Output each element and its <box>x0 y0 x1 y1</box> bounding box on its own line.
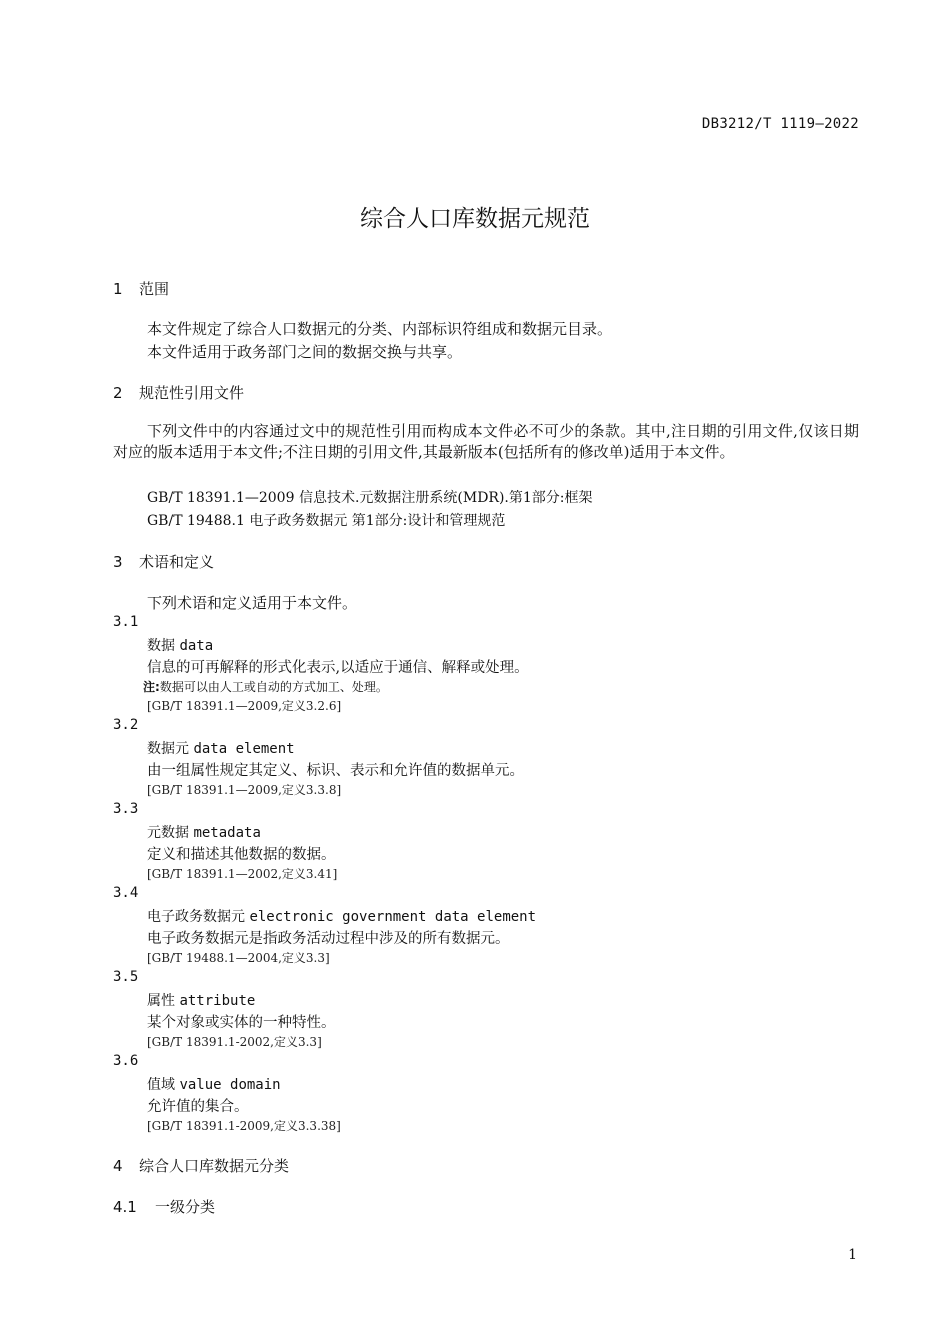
term-english: electronic government data element <box>249 909 537 925</box>
term-chinese: 数据元 <box>147 741 189 757</box>
section-number: 4.1 <box>113 1198 137 1216</box>
term-source: [GB/T 19488.1—2004,定义3.3] <box>147 951 330 965</box>
term-name <box>147 635 213 655</box>
term-number: 3.4 <box>113 885 139 901</box>
term-english: data element <box>193 741 295 757</box>
section-number: 1 <box>113 280 123 298</box>
term-number: 3.1 <box>113 614 139 630</box>
term-definition: 信息的可再解释的形式化表示,以适应于通信、解释或处理。 <box>147 660 529 676</box>
term-english: attribute <box>179 993 256 1009</box>
document-code: DB3212/T 1119—2022 <box>701 116 859 132</box>
term-name <box>147 906 536 926</box>
term-source: [GB/T 18391.1—2009,定义3.2.6] <box>147 699 342 713</box>
term-name <box>147 990 255 1010</box>
term-definition: 定义和描述其他数据的数据。 <box>147 847 336 863</box>
term-english: value domain <box>179 1077 281 1093</box>
section-number: 3 <box>113 553 123 571</box>
section-4-heading <box>113 1155 289 1176</box>
term-chinese: 元数据 <box>147 825 189 841</box>
normative-reference-2: GB/T 19488.1 电子政务数据元 第1部分:设计和管理规范 <box>147 513 506 529</box>
section-number: 4 <box>113 1157 123 1175</box>
term-number: 3.5 <box>113 969 139 985</box>
section-2-heading <box>113 382 244 403</box>
page-title: 综合人口库数据元规范 <box>360 206 590 232</box>
term-definition: 由一组属性规定其定义、标识、表示和允许值的数据单元。 <box>147 763 524 779</box>
section-4-1-heading <box>113 1196 215 1217</box>
term-name <box>147 738 295 758</box>
term-chinese: 数据 <box>147 638 175 654</box>
term-chinese: 值域 <box>147 1077 175 1093</box>
section-1-paragraph-2: 本文件适用于政务部门之间的数据交换与共享。 <box>147 343 463 361</box>
term-note <box>143 678 388 695</box>
section-title: 综合人口库数据元分类 <box>139 1157 290 1175</box>
section-3-heading <box>113 551 214 572</box>
term-name <box>147 822 261 842</box>
section-title: 术语和定义 <box>139 553 215 571</box>
term-source: [GB/T 18391.1-2009,定义3.3.38] <box>147 1119 341 1133</box>
normative-reference-1: GB/T 18391.1—2009 信息技术.元数据注册系统(MDR).第1部分:框架 <box>147 490 593 506</box>
term-source: [GB/T 18391.1—2009,定义3.3.8] <box>147 783 342 797</box>
term-definition: 电子政务数据元是指政务活动过程中涉及的所有数据元。 <box>147 931 510 947</box>
note-label: 注: <box>143 680 160 694</box>
term-number: 3.6 <box>113 1053 139 1069</box>
term-name <box>147 1074 281 1094</box>
section-3-intro: 下列术语和定义适用于本文件。 <box>147 594 358 612</box>
term-definition: 允许值的集合。 <box>147 1099 249 1115</box>
section-title: 范围 <box>139 280 170 298</box>
section-1-paragraph-1: 本文件规定了综合人口数据元的分类、内部标识符组成和数据元目录。 <box>147 320 613 338</box>
section-title: 规范性引用文件 <box>139 384 245 402</box>
note-text: 数据可以由人工或自动的方式加工、处理。 <box>159 680 388 694</box>
term-definition: 某个对象或实体的一种特性。 <box>147 1015 336 1031</box>
term-source: [GB/T 18391.1—2002,定义3.41] <box>147 867 338 881</box>
term-chinese: 电子政务数据元 <box>147 909 245 925</box>
section-title: 一级分类 <box>155 1198 216 1216</box>
term-english: metadata <box>193 825 261 841</box>
term-source: [GB/T 18391.1-2002,定义3.3] <box>147 1035 322 1049</box>
term-english: data <box>179 638 214 654</box>
term-number: 3.2 <box>113 717 139 733</box>
section-1-heading <box>113 278 169 299</box>
page-number: 1 <box>848 1247 857 1263</box>
term-chinese: 属性 <box>147 993 175 1009</box>
section-number: 2 <box>113 384 123 402</box>
section-2-paragraph: 下列文件中的内容通过文中的规范性引用而构成本文件必不可少的条款。其中,注日期的引用文件,仅该日期对应的版本适用于本文件;不注日期的引用文件,其最新版本(包括所有的修改单)适用于本文件。 <box>113 422 859 461</box>
term-number: 3.3 <box>113 801 139 817</box>
